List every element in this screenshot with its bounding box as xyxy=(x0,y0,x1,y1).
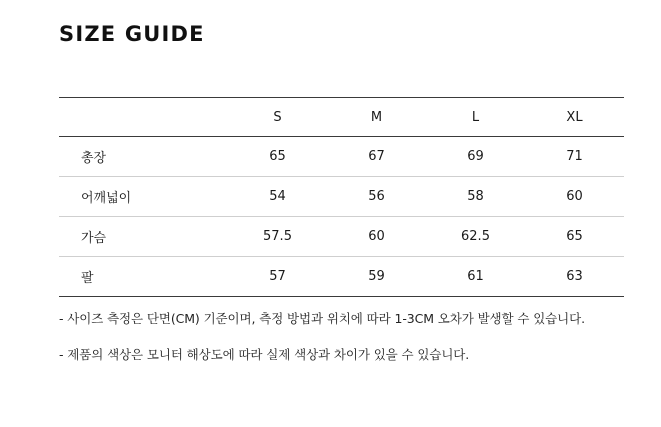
header-cell-l: L xyxy=(426,98,525,137)
page-title: SIZE GUIDE xyxy=(59,22,205,46)
cell-l: 61 xyxy=(426,257,525,297)
table-row xyxy=(59,137,624,177)
cell-l: 69 xyxy=(426,137,525,177)
header-cell-xl: XL xyxy=(525,98,624,137)
row-label: 어깨넓이 xyxy=(59,177,228,217)
cell-s: 65 xyxy=(228,137,327,177)
header-cell-measure xyxy=(59,98,228,137)
cell-xl: 63 xyxy=(525,257,624,297)
cell-l: 58 xyxy=(426,177,525,217)
cell-s: 57.5 xyxy=(228,217,327,257)
note-line: - 제품의 색상은 모니터 해상도에 따라 실제 색상과 차이가 있을 수 있습니다. xyxy=(59,346,470,362)
row-label: 가슴 xyxy=(59,217,228,257)
size-table xyxy=(59,97,624,297)
row-label: 팔 xyxy=(59,257,228,297)
row-label: 총장 xyxy=(59,137,228,177)
table-row xyxy=(59,217,624,257)
cell-l: 62.5 xyxy=(426,217,525,257)
table-body xyxy=(59,137,624,297)
cell-s: 54 xyxy=(228,177,327,217)
cell-xl: 60 xyxy=(525,177,624,217)
cell-m: 60 xyxy=(327,217,426,257)
header-cell-m: M xyxy=(327,98,426,137)
cell-m: 67 xyxy=(327,137,426,177)
cell-xl: 65 xyxy=(525,217,624,257)
note-line: - 사이즈 측정은 단면(CM) 기준이며, 측정 방법과 위치에 따라 1-3CM 오차가 발생할 수 있습니다. xyxy=(59,311,585,326)
table-header-row xyxy=(59,98,624,137)
cell-xl: 71 xyxy=(525,137,624,177)
cell-m: 59 xyxy=(327,257,426,297)
table-header xyxy=(59,98,624,137)
cell-s: 57 xyxy=(228,257,327,297)
table-row xyxy=(59,177,624,217)
table-row xyxy=(59,257,624,297)
header-cell-s: S xyxy=(228,98,327,137)
notes-section xyxy=(59,310,619,382)
cell-m: 56 xyxy=(327,177,426,217)
